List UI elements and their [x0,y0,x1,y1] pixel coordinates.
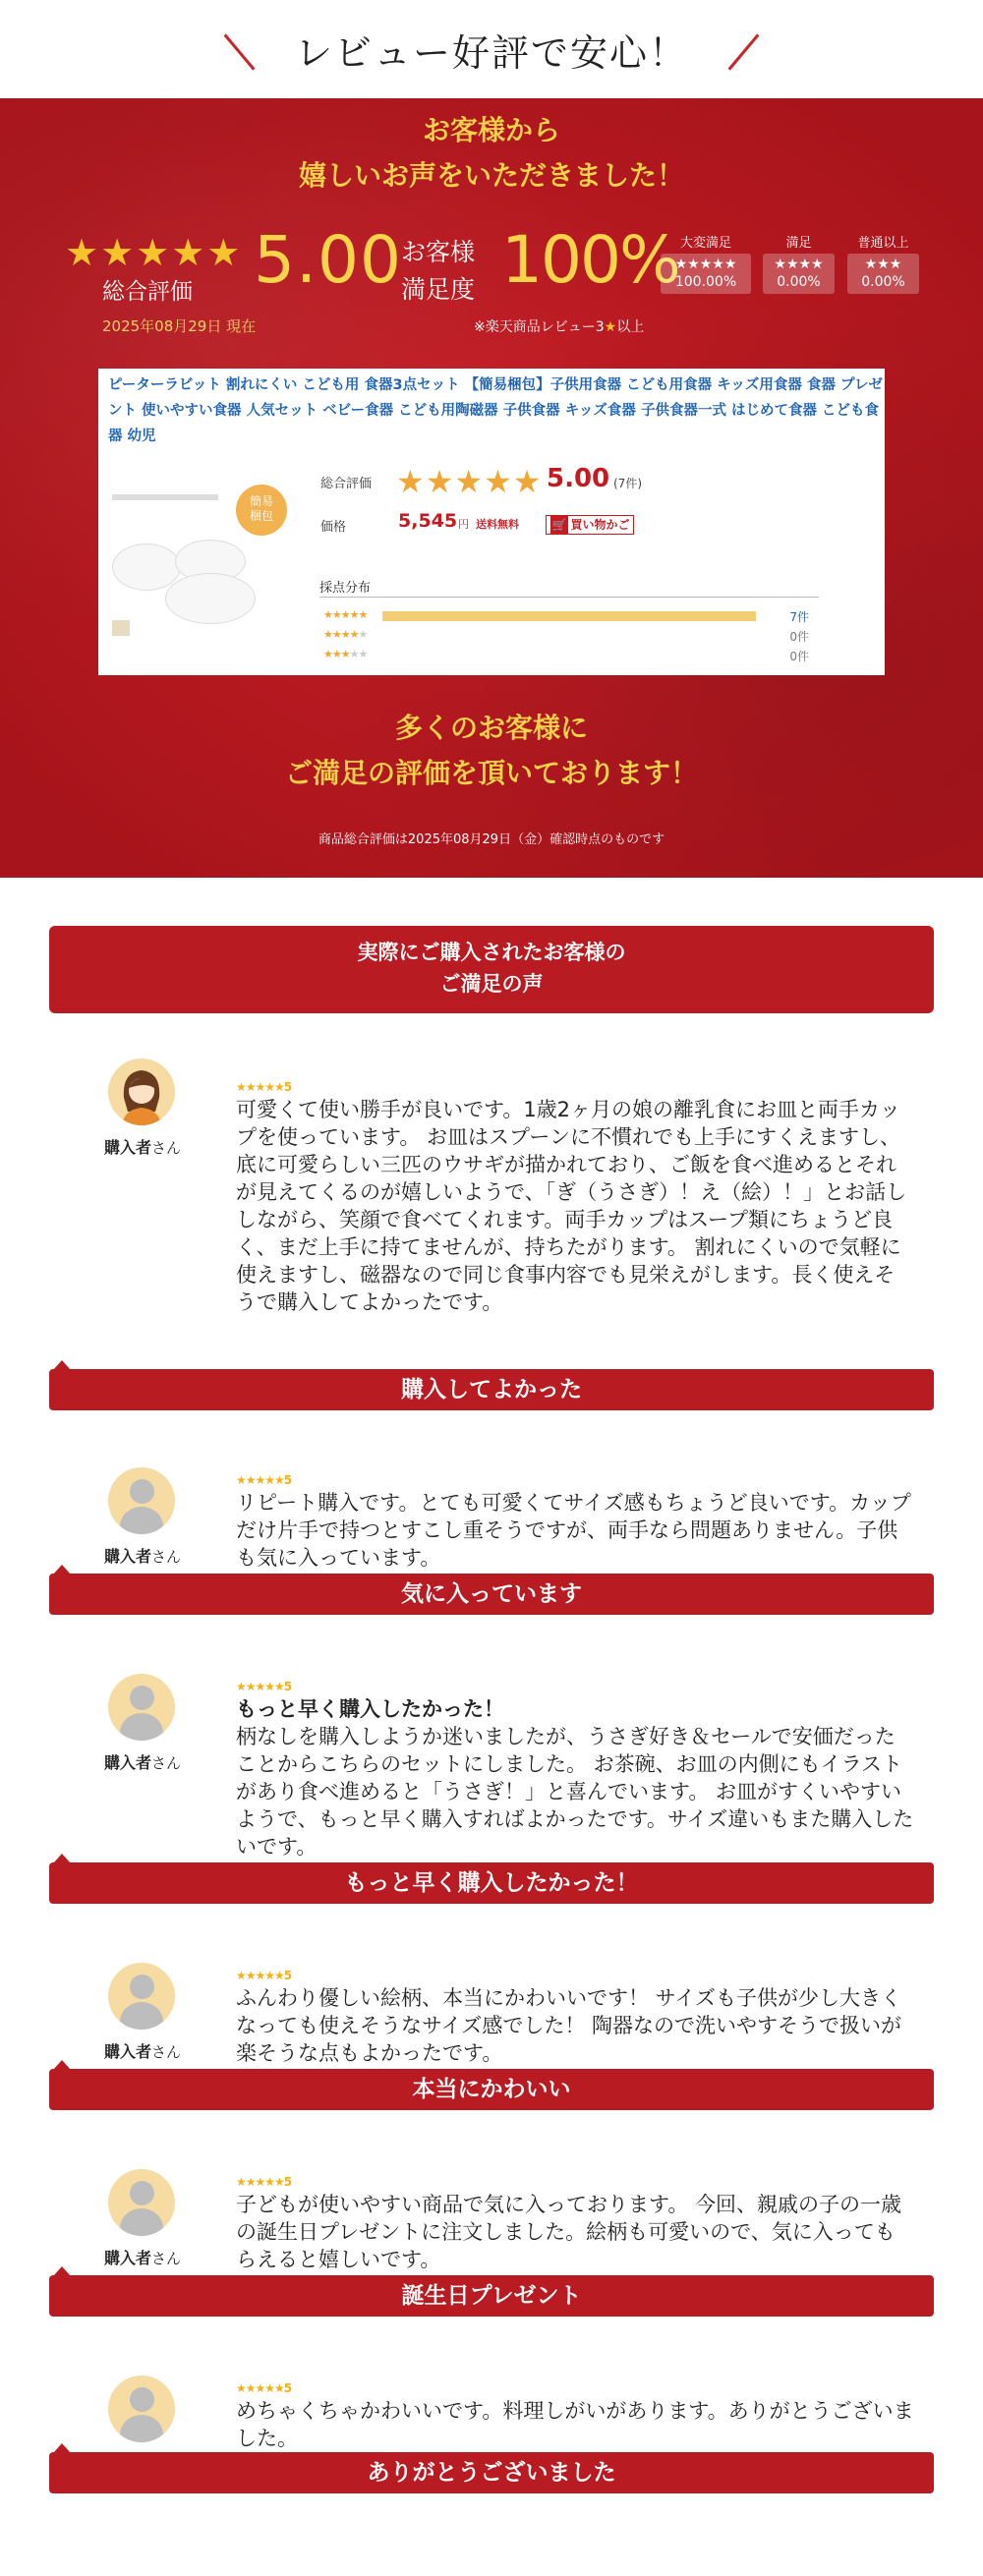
banner-lead-line2: 嬉しいお声をいただきました！ [298,159,684,192]
stars-filled: ★★★★ [323,628,359,641]
review-body: リピート購入です。とても可愛くてサイズ感もちょうど良いです。カップだけ片手で持つとすこし重そうですが、両手なら問題ありません。子供も気に入っています。 [236,1491,911,1570]
cart-icon: 🛒 [551,518,567,532]
person-icon [130,1975,154,1999]
rating-box-percent: 0.00% [777,274,821,290]
rating-box-satisfied [763,234,835,294]
review-stars: ★★★★★5 [236,1680,292,1693]
person-icon [130,1686,154,1710]
speech-notch [53,2443,71,2453]
banner-lead-line1: お客様から [422,114,560,146]
buyer-label: 購入者 [103,2042,151,2061]
buyer-suffix: さん [151,2043,182,2061]
rating-box-above-average [847,234,919,294]
distribution-count[interactable]: 7件 [789,610,809,624]
stars-filled: ★★★ [323,648,350,660]
review-stars: ★★★★★5 [236,1473,292,1487]
rating-box-very-satisfied [661,234,751,294]
buyer-suffix: さん [151,1139,182,1157]
avatar [108,1467,175,1534]
buyer-name [98,1750,187,1773]
buyer-suffix: さん [151,1548,182,1566]
product-rating-value: 5.00 [547,464,610,493]
review-stars: ★★★★★5 [236,2381,292,2395]
review-headline-bar [49,2452,934,2493]
review-summary-banner [0,98,983,878]
distribution-row-4 [319,626,819,646]
person-icon [130,2387,154,2412]
review-item [49,1424,934,1631]
buyer-label: 購入者 [103,2249,151,2267]
speech-notch [53,1565,71,1574]
voice-header-line2: ご満足の声 [439,972,544,996]
simple-packaging-badge [236,485,287,536]
buyer-suffix: さん [151,1754,182,1772]
speech-notch [53,1854,71,1863]
overall-label: 総合評価 [102,279,193,305]
product-bowl [112,544,181,591]
person-icon [130,2181,154,2205]
distribution-title: 採点分布 [319,581,372,596]
product-image-caption [112,494,218,500]
price-unit: 円 [458,518,469,531]
satisfaction-label-2: 満足度 [401,275,476,304]
rakuten-note [474,316,644,336]
product-price: 5,545 [398,510,458,532]
banner-bottom-lead [0,706,983,796]
product-rating-stars: ★★★★★ [396,463,543,500]
review-body: めちゃくちゃかわいいです。料理しがいがあります。ありがとうございました。 [236,2399,914,2450]
distribution-count: 0件 [789,630,809,644]
product-thumbnail [112,620,130,636]
woman-avatar-icon [108,1059,175,1125]
distribution-stars [323,648,367,660]
distribution-stars [323,628,367,641]
date-label: 2025年08月29日 現在 [102,317,257,335]
stars-empty: ★ [358,628,368,641]
stars-empty: ★★ [349,648,368,660]
distribution-bar-fill [382,611,756,621]
rating-box-stars: ★★★★ [774,257,824,272]
speech-notch [53,2266,71,2276]
distribution-count: 0件 [789,650,809,663]
bottom-lead-line2: ご満足の評価を頂いております！ [284,757,698,789]
free-shipping-label: 送料無料 [476,518,519,531]
review-body: 子どもが使いやすい商品で気に入っております。 今回、親戚の子の一歳の誕生日プレゼントに注文しました。絵柄も可愛いので、気に入ってもらえると嬉しいです。 [236,2193,901,2271]
person-body-icon [120,2002,163,2030]
review-headline-bar [49,1369,934,1410]
review-text [236,1695,914,1860]
overall-stars: ★★★★★ [65,231,243,274]
buyer-name [98,2039,187,2062]
badge-line2: 梱包 [249,509,273,523]
banner-lead [0,108,983,199]
review-body: 可愛くて使い勝手が良いです。1歳2ヶ月の娘の離乳食にお皿と両手カップを使っています。 お皿はスプーンに不慣れでも上手にすくえますし、底に可愛らしい三匹のウサギが描かれており、ご飯を食べ進めるとそれが見えてくるのが嬉しいようで、「ぎ（うさぎ）！え（絵）！」とお話ししながら、笑顔で食べてくれます。両手カップはスープ類にちょうど良く、まだ上手に持てませんが、持ちたがります。 割れにくいので気軽に使えますし、磁器なので同じ食事内容でも見栄えがします。長く使えそうで購入してよかったです。 [236,1098,907,1314]
review-headline: 購入してよかった [401,1377,582,1402]
distribution-row-3 [319,646,819,665]
note-prefix: ※楽天商品レビュー3 [474,319,605,335]
buyer-label: 購入者 [103,1138,151,1157]
distribution-row-5 [319,606,819,626]
decorative-slash-left [224,33,256,70]
product-plate [165,573,256,624]
product-image[interactable] [106,485,285,642]
buyer-label: 購入者 [103,1547,151,1566]
banner-footnote: 商品総合評価は2025年08月29日（金）確認時点のものです [318,832,665,847]
star-icon: ★ [604,319,617,335]
review-text [236,1984,914,2067]
review-headline-bar [49,2069,934,2110]
buyer-label: 購入者 [103,1753,151,1772]
person-icon [130,1479,154,1504]
satisfaction-label [401,234,475,309]
avatar [108,2376,175,2442]
distribution-bar [382,631,756,641]
badge-line1: 簡易 [249,494,273,508]
price-label: 価格 [320,520,347,535]
customer-voice-header [49,926,934,1013]
review-stars: ★★★★★5 [236,1080,292,1094]
avatar [108,1059,175,1125]
review-headline: 誕生日プレゼント [401,2283,582,2309]
avatar [108,1963,175,2030]
page-header [0,0,983,98]
rating-box-percent: 0.00% [861,274,905,290]
buyer-name [98,1544,187,1567]
product-review-card [98,369,885,675]
review-stars: ★★★★★5 [236,2175,292,2189]
rating-box-label: 普通以上 [857,236,909,251]
rating-box-percent: 100.00% [674,274,737,290]
review-text [236,1489,914,1572]
speech-notch [53,2060,71,2070]
review-list [0,1013,983,2568]
product-title-link[interactable]: ピーターラビット 割れにくい こども用 食器3点セット 【簡易梱包】子供用食器 こども用食器 キッズ用食器 食器 プレゼント 使いやすい食器 人気セット ベビー食器 こども用陶磁器 子供食器 キッズ食器 子供食器一式 はじめて食器 こども食器 幼児 [108,377,883,444]
product-rating-count[interactable]: (7件) [613,477,642,490]
review-title: もっと早く購入したかった！ [236,1697,504,1721]
divider [319,597,819,598]
rating-box-label: 大変満足 [679,236,731,251]
review-item [49,1631,934,1919]
distribution-stars [323,608,367,621]
review-item [49,1013,934,1424]
review-item [49,2126,934,2332]
add-to-cart-button[interactable] [546,515,634,535]
review-headline: 本当にかわいい [412,2077,571,2102]
speech-notch [53,1360,71,1370]
review-headline: ありがとうございました [367,2460,616,2486]
rating-box-label: 満足 [785,236,812,251]
voice-header-line1: 実際にご購入されたお客様の [357,941,626,964]
review-headline: もっと早く購入したかった！ [344,1870,639,1896]
person-body-icon [120,1507,163,1534]
review-item [49,2332,934,2568]
bottom-lead-line1: 多くのお客様に [394,712,588,744]
rating-label: 総合評価 [320,477,373,491]
review-headline-bar [49,1574,934,1615]
buyer-suffix: さん [151,2250,182,2267]
satisfaction-label-1: お客様 [401,238,476,266]
distribution-bar [382,651,756,660]
person-body-icon [120,2415,163,2442]
distribution-bar [382,611,756,621]
buyer-name [98,2246,187,2268]
avatar [108,1674,175,1741]
satisfaction-percent: 100% [501,222,679,298]
review-body: ふんわり優しい絵柄、本当にかわいいです！ サイズも子供が少し大きくなっても使えそうなサイズ感でした！ 陶器なので洗いやすそうで扱いが楽そうな点もよかったです。 [236,1986,901,2065]
review-text [236,2397,914,2452]
cart-button-label: 買い物かご [570,518,630,532]
review-text [236,2191,914,2273]
review-text [236,1096,914,1316]
review-body: 柄なしを購入しようか迷いましたが、うさぎ好き＆セールで安価だったことからこちらのセットにしました。 お茶碗、お皿の内側にもイラストがあり食べ進めると「うさぎ！」と喜んでいます。 お皿がすくいやすいようで、もっと早く購入すればよかったです。サイズ違いもまた購入したいです。 [236,1725,914,1859]
person-body-icon [120,1713,163,1741]
note-suffix: 以上 [616,319,645,335]
review-headline-bar [49,2275,934,2317]
rating-box-stars: ★★★★★ [674,257,737,272]
page-title: レビュー好評で安心！ [294,30,688,75]
person-body-icon [120,2208,163,2236]
overall-score: 5.00 [254,222,402,298]
review-headline: 気に入っています [401,1581,582,1607]
decorative-slash-right [728,33,760,70]
review-item [49,1919,934,2126]
buyer-name [98,1135,187,1158]
avatar [108,2169,175,2236]
rating-box-stars: ★★★ [864,257,902,272]
review-stars: ★★★★★5 [236,1969,292,1982]
review-headline-bar [49,1862,934,1904]
stars-filled: ★★★★★ [323,608,368,621]
